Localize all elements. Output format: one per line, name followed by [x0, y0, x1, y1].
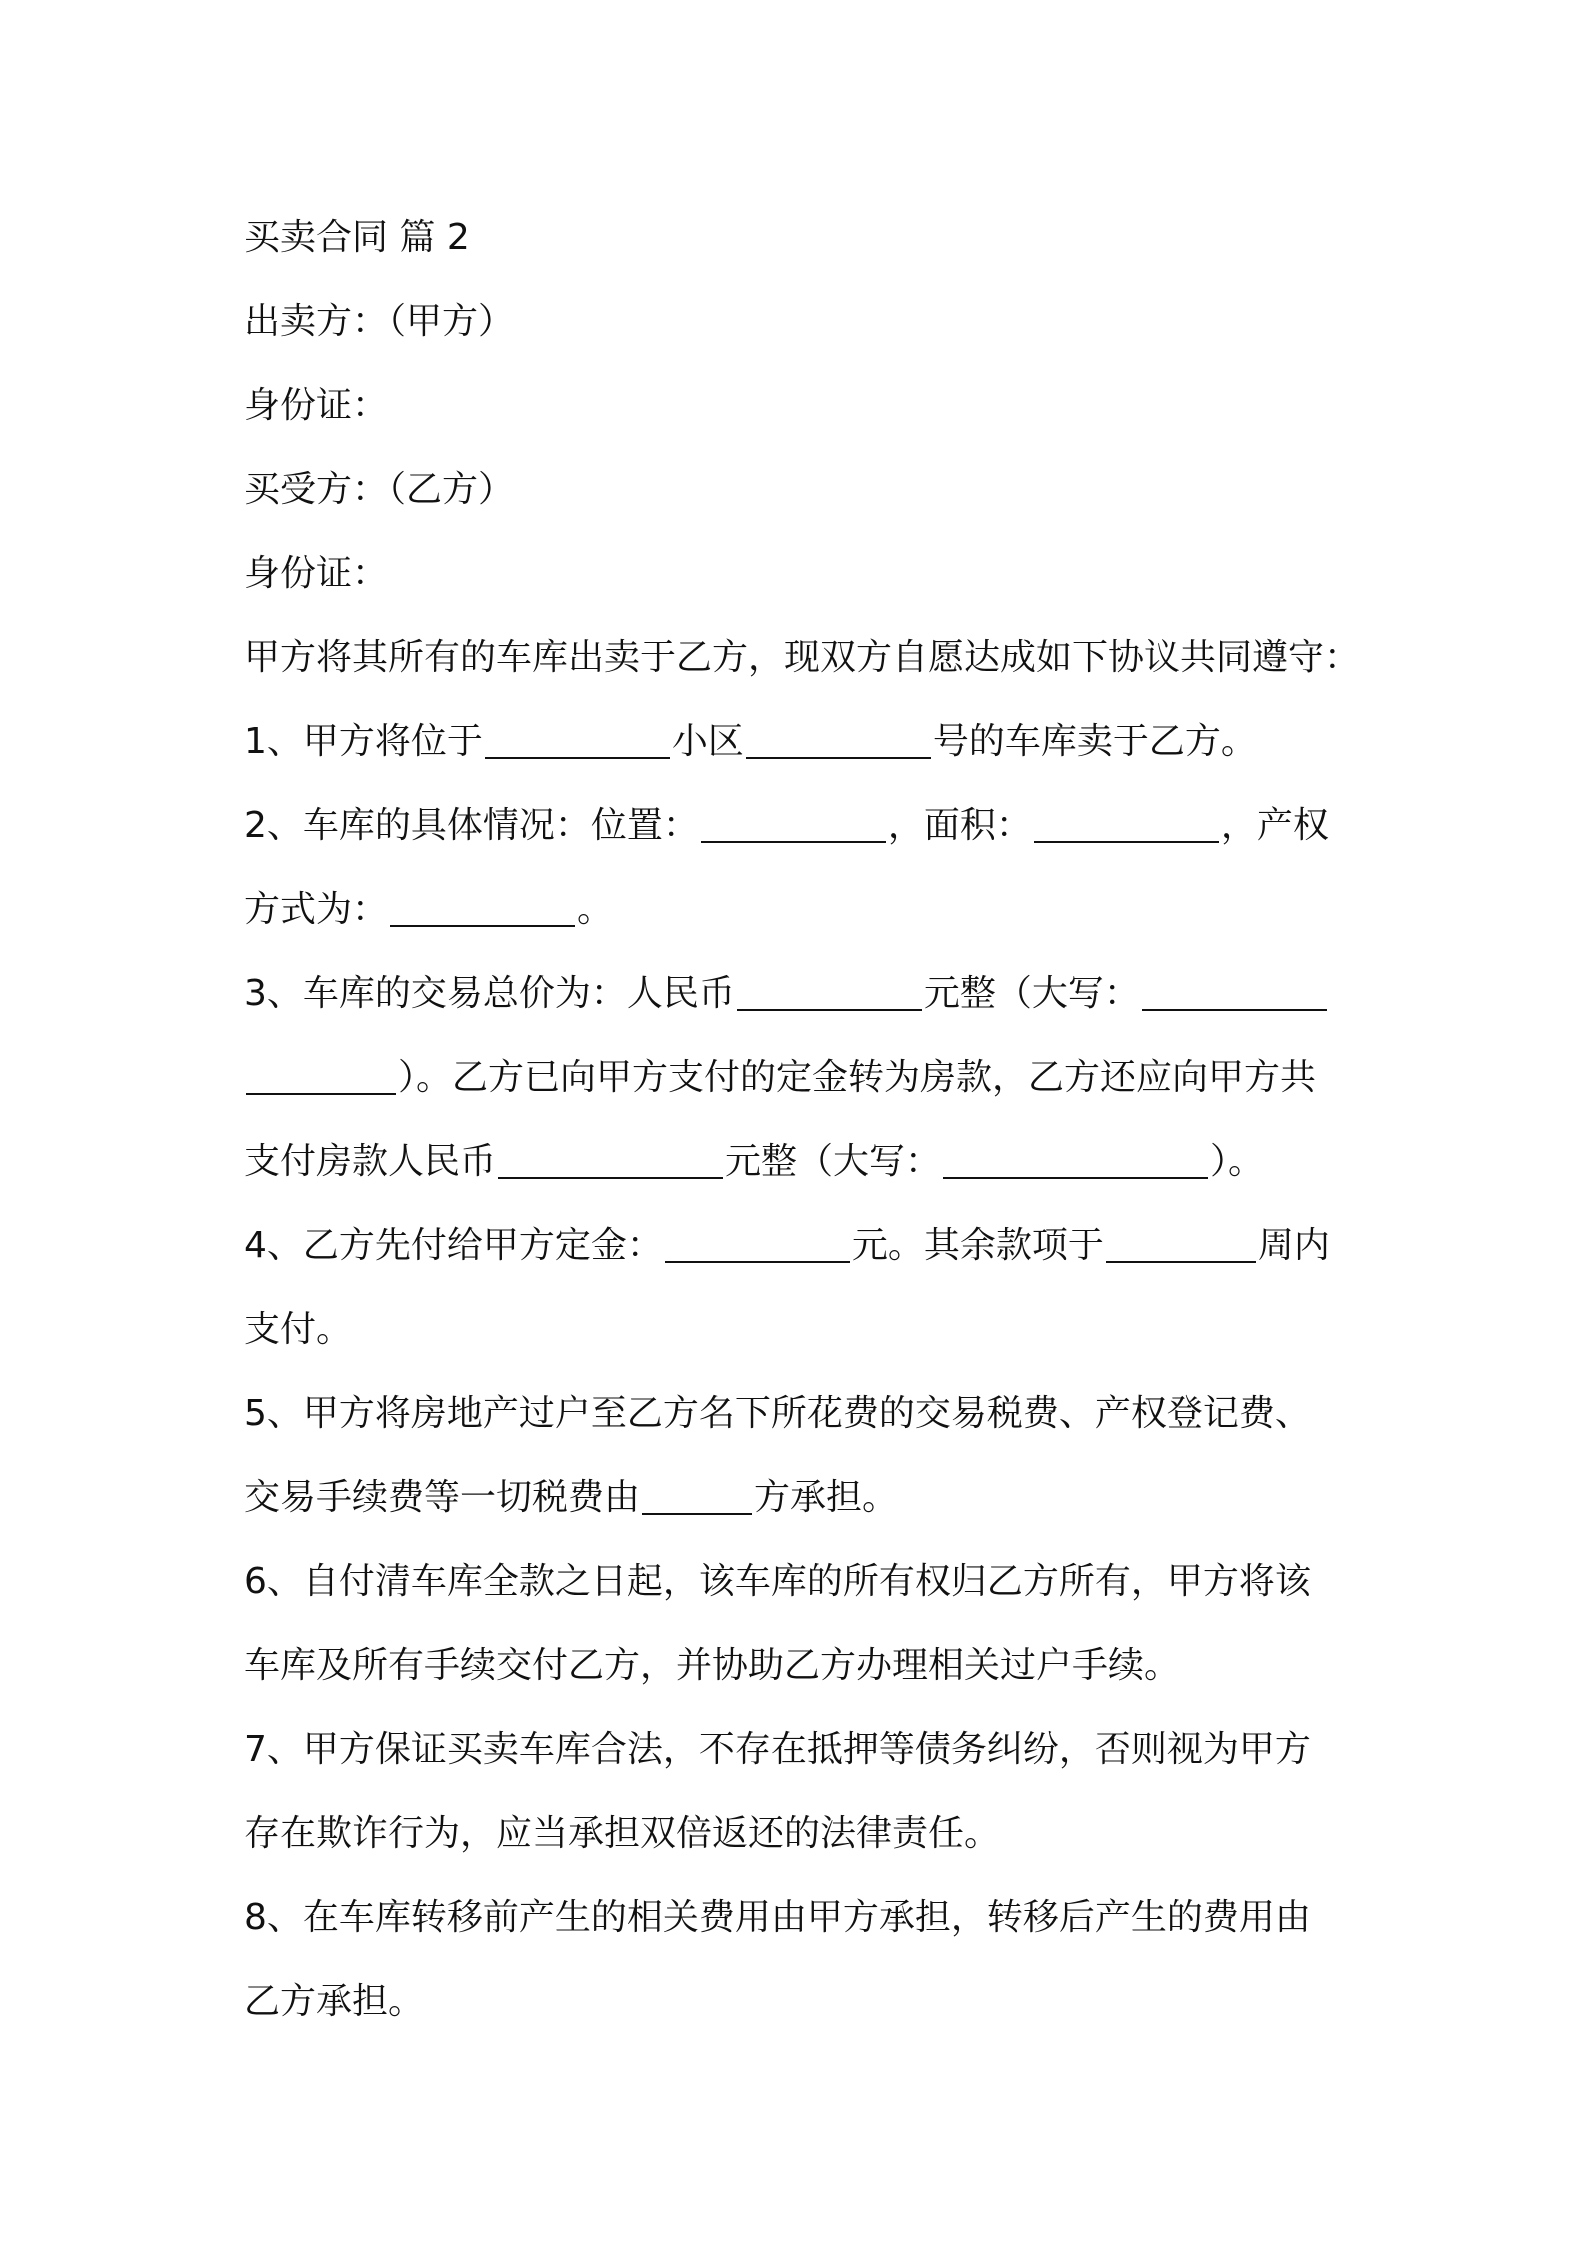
clause-2-text-d: 方式为：	[244, 889, 389, 930]
buyer-id-label: 身份证：	[244, 553, 389, 594]
blank-field-total-price-capital-cont	[246, 1049, 396, 1095]
blank-field-remaining-price	[498, 1133, 723, 1179]
clause-5-text-c: 方承担。	[754, 1477, 899, 1518]
seller-label: 出卖方：（甲方）	[244, 301, 515, 342]
clause-6-line-1: 6、自付清车库全款之日起，该车库的所有权归乙方所有，甲方将该	[244, 1561, 1311, 1602]
clause-2-text-e: 。	[577, 889, 614, 930]
clause-7-line-2: 存在欺诈行为，应当承担双倍返还的法律责任。	[244, 1813, 1001, 1854]
blank-field-total-price	[737, 965, 922, 1011]
blank-field-total-price-capital	[1142, 965, 1327, 1011]
clause-4-line-1	[244, 1204, 1364, 1288]
intro-paragraph: 甲方将其所有的车库出卖于乙方，现双方自愿达成如下协议共同遵守：	[244, 637, 1361, 678]
clause-4-line-2: 支付。	[244, 1309, 353, 1350]
clause-1-text-a: 1、甲方将位于	[244, 721, 483, 762]
blank-field-weeks	[1106, 1217, 1256, 1263]
clause-8-line-1: 8、在车库转移前产生的相关费用由甲方承担，转移后产生的费用由	[244, 1897, 1311, 1938]
clause-2-text-b: ，面积：	[887, 805, 1032, 846]
blank-field-community	[485, 713, 670, 759]
clause-1-text-c: 号的车库卖于乙方。	[932, 721, 1257, 762]
blank-field-property-type	[390, 881, 575, 927]
clause-5-line-2	[244, 1456, 1364, 1540]
clause-2-text-a: 2、车库的具体情况：位置：	[244, 805, 699, 846]
buyer-label: 买受方：（乙方）	[244, 469, 515, 510]
clause-2-line-1	[244, 784, 1364, 868]
clause-5-text-b: 交易手续费等一切税费由	[244, 1477, 641, 1518]
clause-4-text-b: 元。其余款项于	[851, 1225, 1104, 1266]
clause-3-line-2	[244, 1036, 1364, 1120]
clause-3-line-3	[244, 1120, 1364, 1204]
clause-1-text-b: 小区	[671, 721, 744, 762]
clause-6-line-2: 车库及所有手续交付乙方，并协助乙方办理相关过户手续。	[244, 1645, 1181, 1686]
clause-4-text-a: 4、乙方先付给甲方定金：	[244, 1225, 663, 1266]
clause-5-line-1: 5、甲方将房地产过户至乙方名下所花费的交易税费、产权登记费、	[244, 1393, 1311, 1434]
clause-8-line-2: 乙方承担。	[244, 1981, 425, 2022]
clause-2-line-2	[244, 868, 1364, 952]
contract-body	[244, 196, 1364, 2044]
clause-3-text-c: ）。乙方已向甲方支付的定金转为房款，乙方还应向甲方共	[398, 1057, 1317, 1098]
clause-3-text-e: 元整（大写：	[725, 1141, 942, 1182]
blank-field-location	[701, 797, 886, 843]
clause-3-text-d: 支付房款人民币	[244, 1141, 497, 1182]
clause-7-line-1: 7、甲方保证买卖车库合法，不存在抵押等债务纠纷，否则视为甲方	[244, 1729, 1311, 1770]
clause-3-text-b: 元整（大写：	[923, 973, 1140, 1014]
document-title: 买卖合同 篇 2	[244, 217, 470, 258]
blank-field-area	[1034, 797, 1219, 843]
seller-id-label: 身份证：	[244, 385, 389, 426]
clause-3-text-a: 3、车库的交易总价为：人民币	[244, 973, 735, 1014]
clause-4-text-c: 周内	[1257, 1225, 1330, 1266]
clause-1	[244, 700, 1364, 784]
clause-3-line-1	[244, 952, 1364, 1036]
blank-field-tax-party	[642, 1469, 752, 1515]
blank-field-number	[746, 713, 931, 759]
blank-field-remaining-price-capital	[943, 1133, 1208, 1179]
clause-2-text-c: ，产权	[1220, 805, 1329, 846]
blank-field-deposit	[665, 1217, 850, 1263]
clause-3-text-f: ）。	[1210, 1141, 1265, 1182]
